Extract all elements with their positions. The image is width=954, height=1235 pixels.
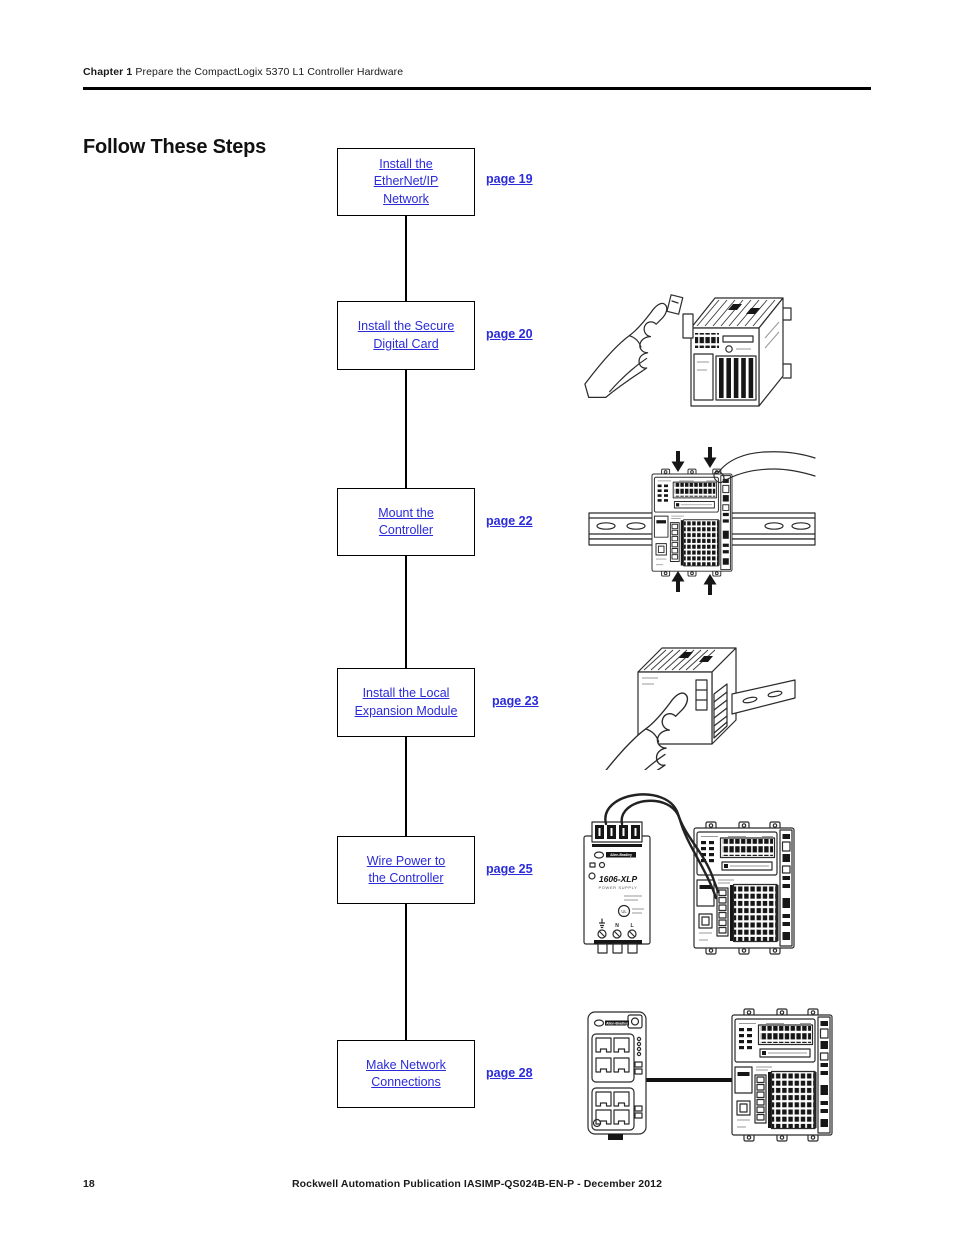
page-header [83, 66, 403, 78]
press-arrow-icon [672, 571, 685, 592]
step-link-line[interactable]: Mount the [378, 505, 434, 520]
power-supply-drawing [584, 822, 650, 953]
controller-front-drawing [652, 469, 732, 576]
flow-step-wire-power[interactable] [337, 836, 475, 904]
step-link-line[interactable]: Wire Power to [366, 853, 446, 868]
controller-drawing [683, 298, 791, 406]
step-link-line[interactable]: Controller [378, 523, 434, 537]
flow-step-mount-controller[interactable] [337, 488, 475, 556]
page-ref-20[interactable]: page 20 [486, 327, 533, 341]
din-rail-segment [732, 680, 795, 714]
page-ref-25[interactable]: page 25 [486, 862, 533, 876]
controller-front-drawing [732, 1009, 832, 1141]
sd-card [667, 295, 683, 314]
hand-icon [712, 452, 815, 485]
section-title: Follow These Steps [83, 136, 267, 158]
step-link-line[interactable]: Make Network [366, 1057, 446, 1072]
terminal-n-label: N [615, 923, 619, 929]
step-link-line[interactable]: Install the Local [362, 686, 450, 700]
illustration-din-rail-mount [588, 447, 816, 595]
press-arrow-icon [704, 574, 717, 595]
step-link-line[interactable]: Expansion Module [354, 703, 458, 718]
switch-brand-text: Allen-Bradley [606, 1021, 628, 1026]
step-link-line[interactable]: Install the Secure [357, 319, 455, 333]
flow-step-install-sd-card[interactable] [337, 301, 475, 370]
flow-step-make-network-connections[interactable] [337, 1040, 475, 1108]
step-link-line[interactable]: Digital Card [373, 336, 439, 351]
press-arrow-icon [704, 447, 717, 468]
header-rule [83, 87, 871, 90]
page-ref-22[interactable]: page 22 [486, 514, 533, 528]
flow-step-install-ethernet-network[interactable] [337, 148, 475, 216]
ul-mark-text: UL [621, 908, 627, 914]
page-ref-19[interactable]: page 19 [486, 172, 533, 186]
step-link-line[interactable]: EtherNet/IP [373, 174, 439, 189]
controller-front-drawing [694, 822, 794, 954]
psu-model-text: 1606-XLP [598, 874, 638, 884]
step-link-line[interactable]: Network [383, 191, 429, 206]
illustration-sd-card-install [583, 250, 805, 412]
step-link-line[interactable]: the Controller [368, 871, 444, 885]
illustration-network-connections [578, 1006, 834, 1142]
hand-icon [585, 303, 667, 397]
step-link-line[interactable]: Connections [371, 1075, 441, 1089]
page-ref-28[interactable]: page 28 [486, 1066, 533, 1080]
psu-model-sub-text: POWER SUPPLY [598, 885, 638, 890]
footer-publication: Rockwell Automation Publication IASIMP-QS024B-EN-P - December 2012 [291, 1178, 663, 1190]
illustration-expansion-module-install [586, 630, 800, 770]
footer-page-number: 18 [83, 1178, 95, 1190]
flow-step-install-expansion-module[interactable] [337, 668, 475, 737]
network-switch-drawing [588, 1012, 646, 1140]
page-ref-23[interactable]: page 23 [492, 694, 539, 708]
step-link-line[interactable]: Install the [379, 156, 433, 171]
chapter-label: Chapter 1 [83, 66, 133, 78]
psu-brand-text: Allen-Bradley [610, 853, 632, 858]
chapter-title: Prepare the CompactLogix 5370 L1 Controller Hardware [135, 66, 404, 78]
illustration-power-wiring [572, 790, 802, 955]
terminal-l-label: L [630, 923, 634, 929]
press-arrow-icon [672, 451, 685, 472]
